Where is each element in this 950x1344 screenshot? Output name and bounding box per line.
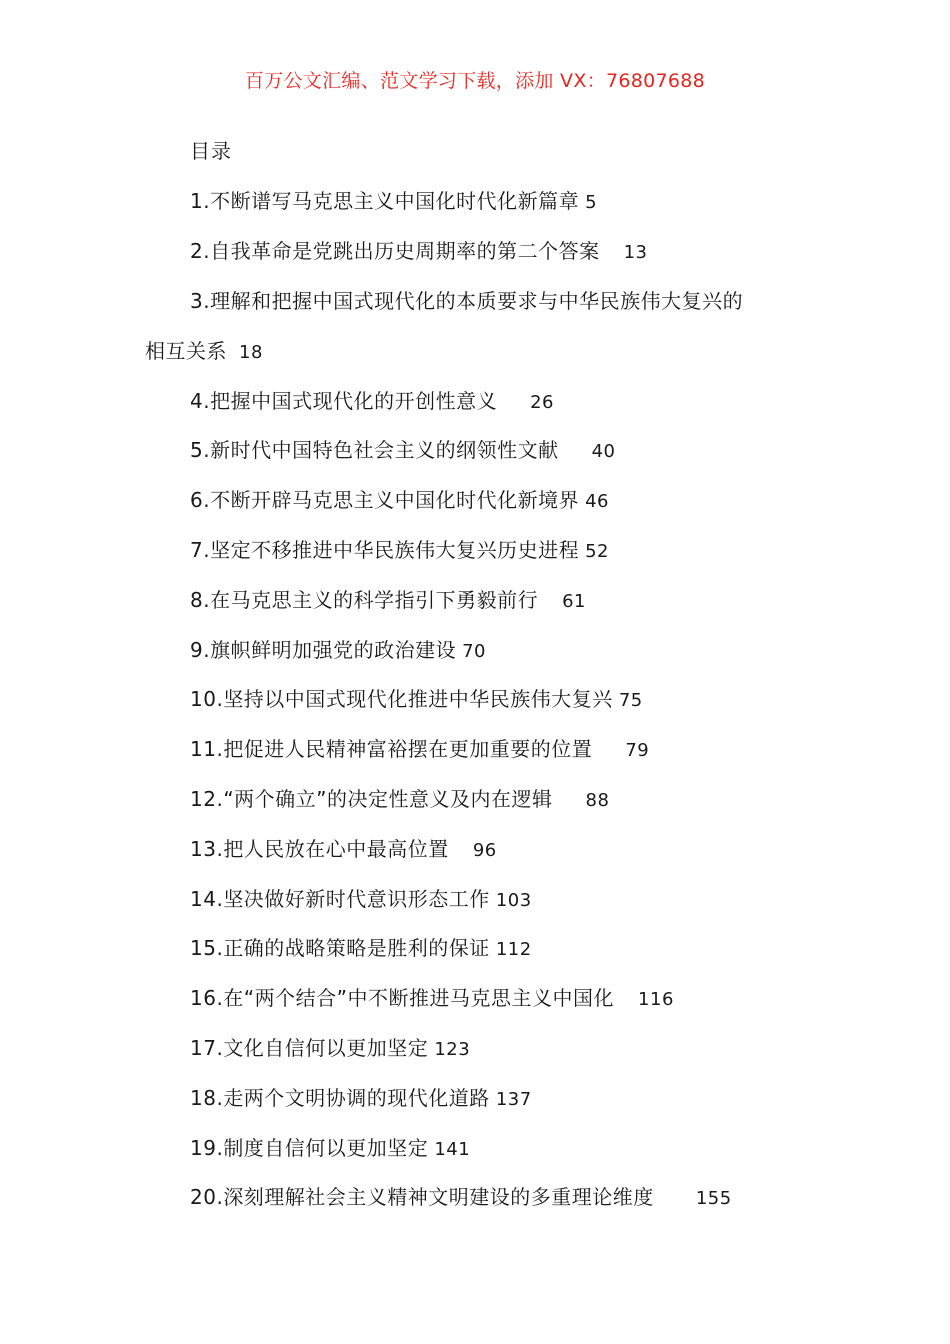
toc-entry-title: 不断开辟马克思主义中国化时代化新境界 [210,488,580,513]
toc-entry-title: 旗帜鲜明加强党的政治建设 [210,637,457,662]
toc-entry-title: 坚决做好新时代意识形态工作 [223,886,490,911]
toc-entry-page-number: 141 [434,1138,471,1160]
toc-entry-title: 正确的战略策略是胜利的保证 [223,936,490,961]
toc-entry-line-continued [145,334,263,370]
toc-entry-line [190,483,609,519]
toc-entry-line [190,832,497,868]
toc-entry-line [190,384,554,420]
toc-entry-page-number: 61 [562,590,586,612]
toc-entry-title: 走两个文明协调的现代化道路 [223,1085,490,1110]
toc-entry-line [190,882,532,918]
toc-entry-number: 14. [190,886,224,911]
toc-entry-line [190,782,609,818]
toc-entry-number: 19. [190,1135,224,1160]
toc-entry-title: 新时代中国特色社会主义的纲领性文献 [210,438,559,463]
toc-entry-line [190,284,743,318]
toc-entry-line [190,1081,532,1117]
toc-entry-line [190,1031,470,1067]
toc-entry-number: 4. [190,388,211,413]
toc-entry-page-number: 137 [495,1088,532,1110]
toc-entry-title: 文化自信何以更加坚定 [223,1036,429,1060]
toc-entry-number: 13. [190,836,224,861]
toc-entry-number: 1. [190,189,211,213]
toc-entry-page-number: 18 [239,341,263,363]
toc-entry-page-number: 123 [434,1039,471,1060]
toc-entry-page-number: 52 [585,541,609,562]
toc-entry-number: 6. [190,488,211,513]
toc-entry-title: 在马克思主义的科学指引下勇毅前行 [210,587,539,612]
toc-entry-page-number: 88 [585,790,610,811]
toc-entry-page-number: 13 [623,241,648,263]
toc-entry-line [190,583,586,619]
toc-entry-page-number: 70 [462,640,486,662]
toc-entry-page-number: 103 [495,889,532,911]
toc-entry-line [190,682,643,718]
toc-entry-page-number: 75 [618,690,643,712]
toc-entry-number: 18. [190,1085,224,1110]
toc-entry-title: 在“两个结合”中不断推进马克思主义中国化 [223,986,615,1011]
toc-entry-line [190,234,648,270]
toc-entry-page-number: 40 [591,441,616,463]
toc-entry-title: 自我革命是党跳出历史周期率的第二个答案 [210,238,600,263]
toc-entry-page-number: 112 [495,939,532,961]
toc-entry-number: 3. [190,288,211,313]
toc-entry-page-number: 46 [585,491,609,513]
toc-entry-line [190,184,597,220]
toc-entry-line [190,931,532,967]
toc-entry-title: 把人民放在心中最高位置 [223,836,449,861]
toc-entry-line [190,981,674,1017]
toc-entry-line [190,533,609,569]
toc-entry-page-number: 79 [625,740,650,762]
toc-entry-title: 把促进人民精神富裕摆在更加重要的位置 [223,737,593,762]
toc-entry-line [190,1180,732,1216]
toc-entry-number: 5. [190,438,211,463]
toc-entry-page-number: 96 [472,839,497,861]
toc-entry-number: 12. [190,787,224,811]
toc-entry-number: 11. [190,737,224,762]
toc-entry-number: 10. [190,687,224,712]
toc-entry-title: “两个确立”的决定性意义及内在逻辑 [223,787,553,811]
toc-entry-number: 2. [190,238,211,263]
toc-entry-title: 坚持以中国式现代化推进中华民族伟大复兴 [223,687,613,712]
toc-entry-page-number: 26 [530,391,554,413]
toc-entry-title: 不断谱写马克思主义中国化时代化新篇章 [210,189,580,213]
toc-entry-page-number: 5 [585,192,598,213]
toc-entry-line [190,633,486,669]
toc-entry-title: 坚定不移推进中华民族伟大复兴历史进程 [210,538,580,562]
toc-entry-number: 9. [190,637,211,662]
toc-entry-line [190,433,616,469]
toc-entry-title: 深刻理解社会主义精神文明建设的多重理论维度 [223,1185,654,1210]
toc-entry-title: 把握中国式现代化的开创性意义 [210,388,498,413]
toc-entry-number: 17. [190,1036,224,1060]
toc-entry-number: 15. [190,936,224,961]
toc-entry-line [190,732,649,768]
toc-title: 目录 [190,139,232,163]
toc-entry-number: 16. [190,986,224,1011]
toc-entry-title: 理解和把握中国式现代化的本质要求与中华民族伟大复兴的 [210,288,744,313]
toc-entry-title: 制度自信何以更加坚定 [223,1135,429,1160]
toc-entry-number: 8. [190,587,211,612]
toc-entry-page-number: 155 [695,1188,732,1210]
toc-entry-line [190,1131,470,1167]
toc-entry-number: 7. [190,538,211,562]
toc-entry-page-number: 116 [638,989,674,1011]
toc-entry-number: 20. [190,1185,224,1210]
header-banner: 百万公文汇编、范文学习下载，添加 VX：76807688 [244,70,706,92]
toc-entry-title-continued: 相互关系 [145,338,227,363]
